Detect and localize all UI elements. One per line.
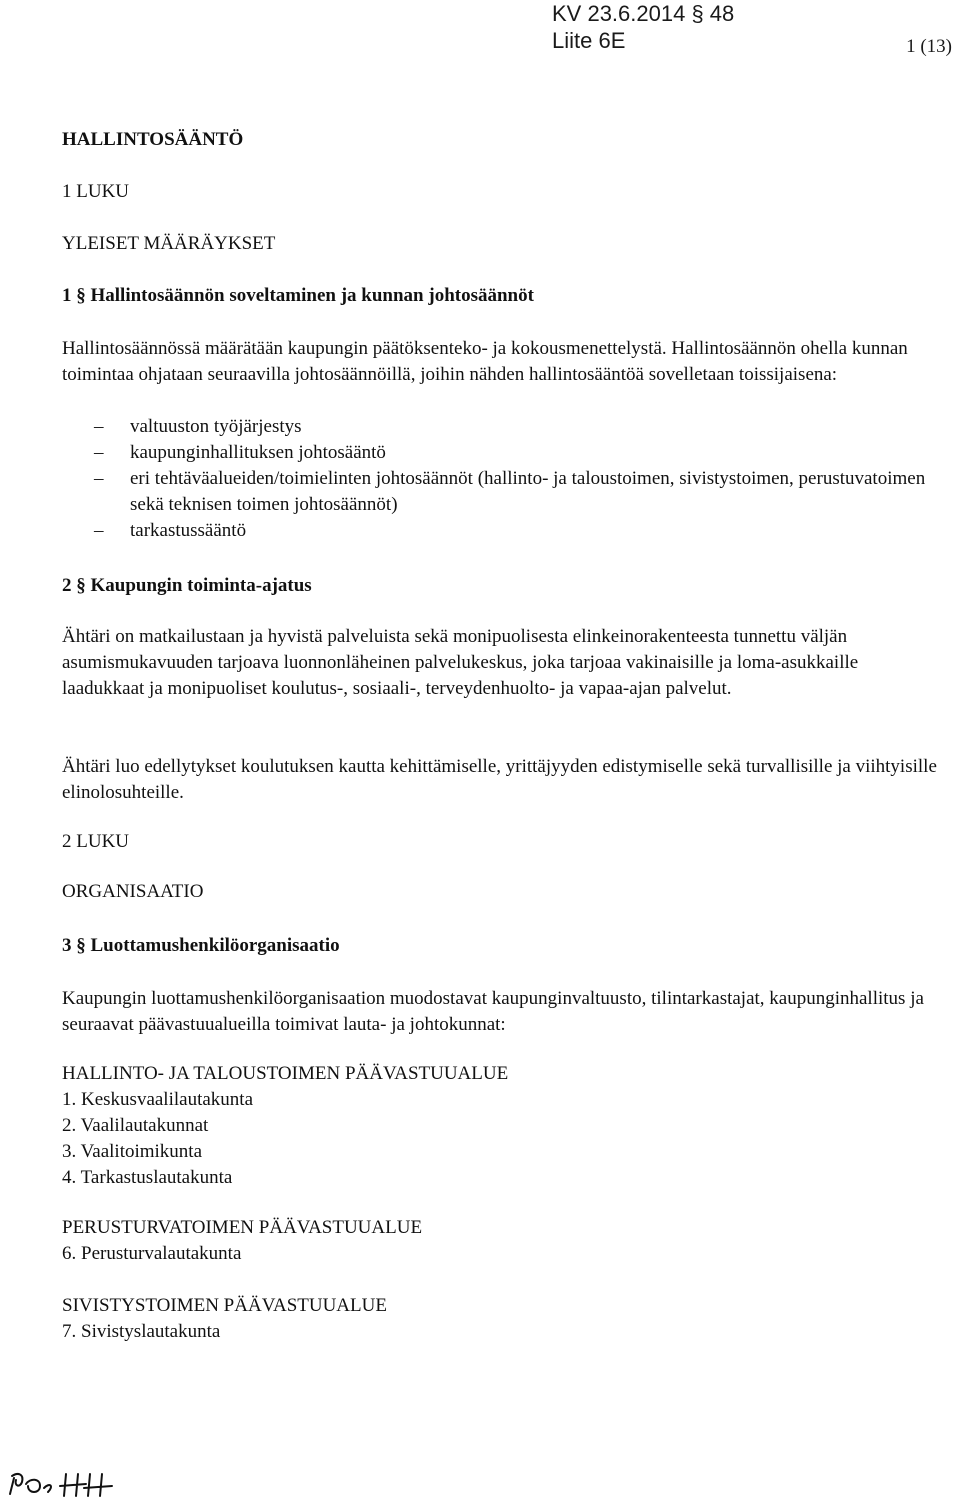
section-2-paragraph-2: Ähtäri luo edellytykset koulutuksen kautta kehittämiselle, yrittäjyyden edistymiselle sekä turvallisille ja viihtyisille elinolosuhteille. [62, 756, 937, 803]
handwritten-initials-signature [4, 1466, 124, 1502]
stamp-line-1: KV 23.6.2014 § 48 [552, 1, 735, 26]
group-2-item: 6. Perusturvalautakunta [62, 1243, 242, 1264]
chapter-2-label: 2 LUKU [62, 831, 130, 852]
meeting-stamp [552, 0, 734, 54]
group-1-item: 1. Keskusvaalilautakunta [62, 1089, 254, 1110]
section-3-paragraph: Kaupungin luottamushenkilöorganisaation muodostavat kaupunginvaltuusto, tilintarkastajat, kaupunginhallitus ja seuraavat päävastuualueilla toimivat lauta- ja johtokunnat: [62, 988, 924, 1035]
section-1-paragraph: Hallintosäännössä määrätään kaupungin päätöksenteko- ja kokousmenettelystä. Hallintosäännön ohella kunnan toimintaa ohjataan seuraavilla johtosäännöillä, joihin nähden hallintosääntöä sovelletaan toissijaisena: [62, 338, 908, 385]
list-item: – valtuuston työjärjestys [94, 416, 302, 437]
section-1-list [62, 414, 938, 544]
group-1-title: HALLINTO- JA TALOUSTOIMEN PÄÄVASTUUALUE [62, 1063, 509, 1084]
group-2-title: PERUSTURVATOIMEN PÄÄVASTUUALUE [62, 1217, 423, 1238]
group-3-item: 7. Sivistyslautakunta [62, 1321, 221, 1342]
group-1-item: 4. Tarkastuslautakunta [62, 1167, 233, 1188]
section-3-heading: 3 § Luottamushenkilöorganisaatio [62, 935, 340, 956]
chapter-2-title: ORGANISAATIO [62, 881, 204, 902]
chapter-1-title: YLEISET MÄÄRÄYKSET [62, 233, 276, 254]
group-3-title: SIVISTYSTOIMEN PÄÄVASTUUALUE [62, 1295, 387, 1316]
group-1-item: 2. Vaalilautakunnat [62, 1115, 209, 1136]
list-item: – eri tehtäväalueiden/toimielinten johtosäännöt (hallinto- ja taloustoimen, sivistystoimen, perustuvatoimen sekä teknisen toimen johtosäännöt) [94, 468, 926, 515]
list-item: – kaupunginhallituksen johtosääntö [94, 442, 386, 463]
list-item: – tarkastussääntö [94, 520, 247, 541]
page-number: 1 (13) [906, 36, 952, 57]
document-title: HALLINTOSÄÄNTÖ [62, 129, 244, 150]
group-1-item: 3. Vaalitoimikunta [62, 1141, 203, 1162]
stamp-line-2: Liite 6E [552, 28, 626, 53]
section-1-heading: 1 § Hallintosäännön soveltaminen ja kunnan johtosäännöt [62, 285, 534, 306]
section-2-heading: 2 § Kaupungin toiminta-ajatus [62, 575, 312, 596]
section-2-paragraph-1: Ähtäri on matkailustaan ja hyvistä palveluista sekä monipuolisesta elinkeinorakenteesta tunnettu väljän asumismukavuuden tarjoava luonnonläheinen palvelukeskus, joka tarjoaa vakinaisille ja loma-asukkaille laadukkaat ja monipuoliset koulutus-, sosiaali-, terveydenhuolto- ja vapaa-ajan palvelut. [62, 626, 859, 699]
chapter-1-label: 1 LUKU [62, 181, 130, 202]
